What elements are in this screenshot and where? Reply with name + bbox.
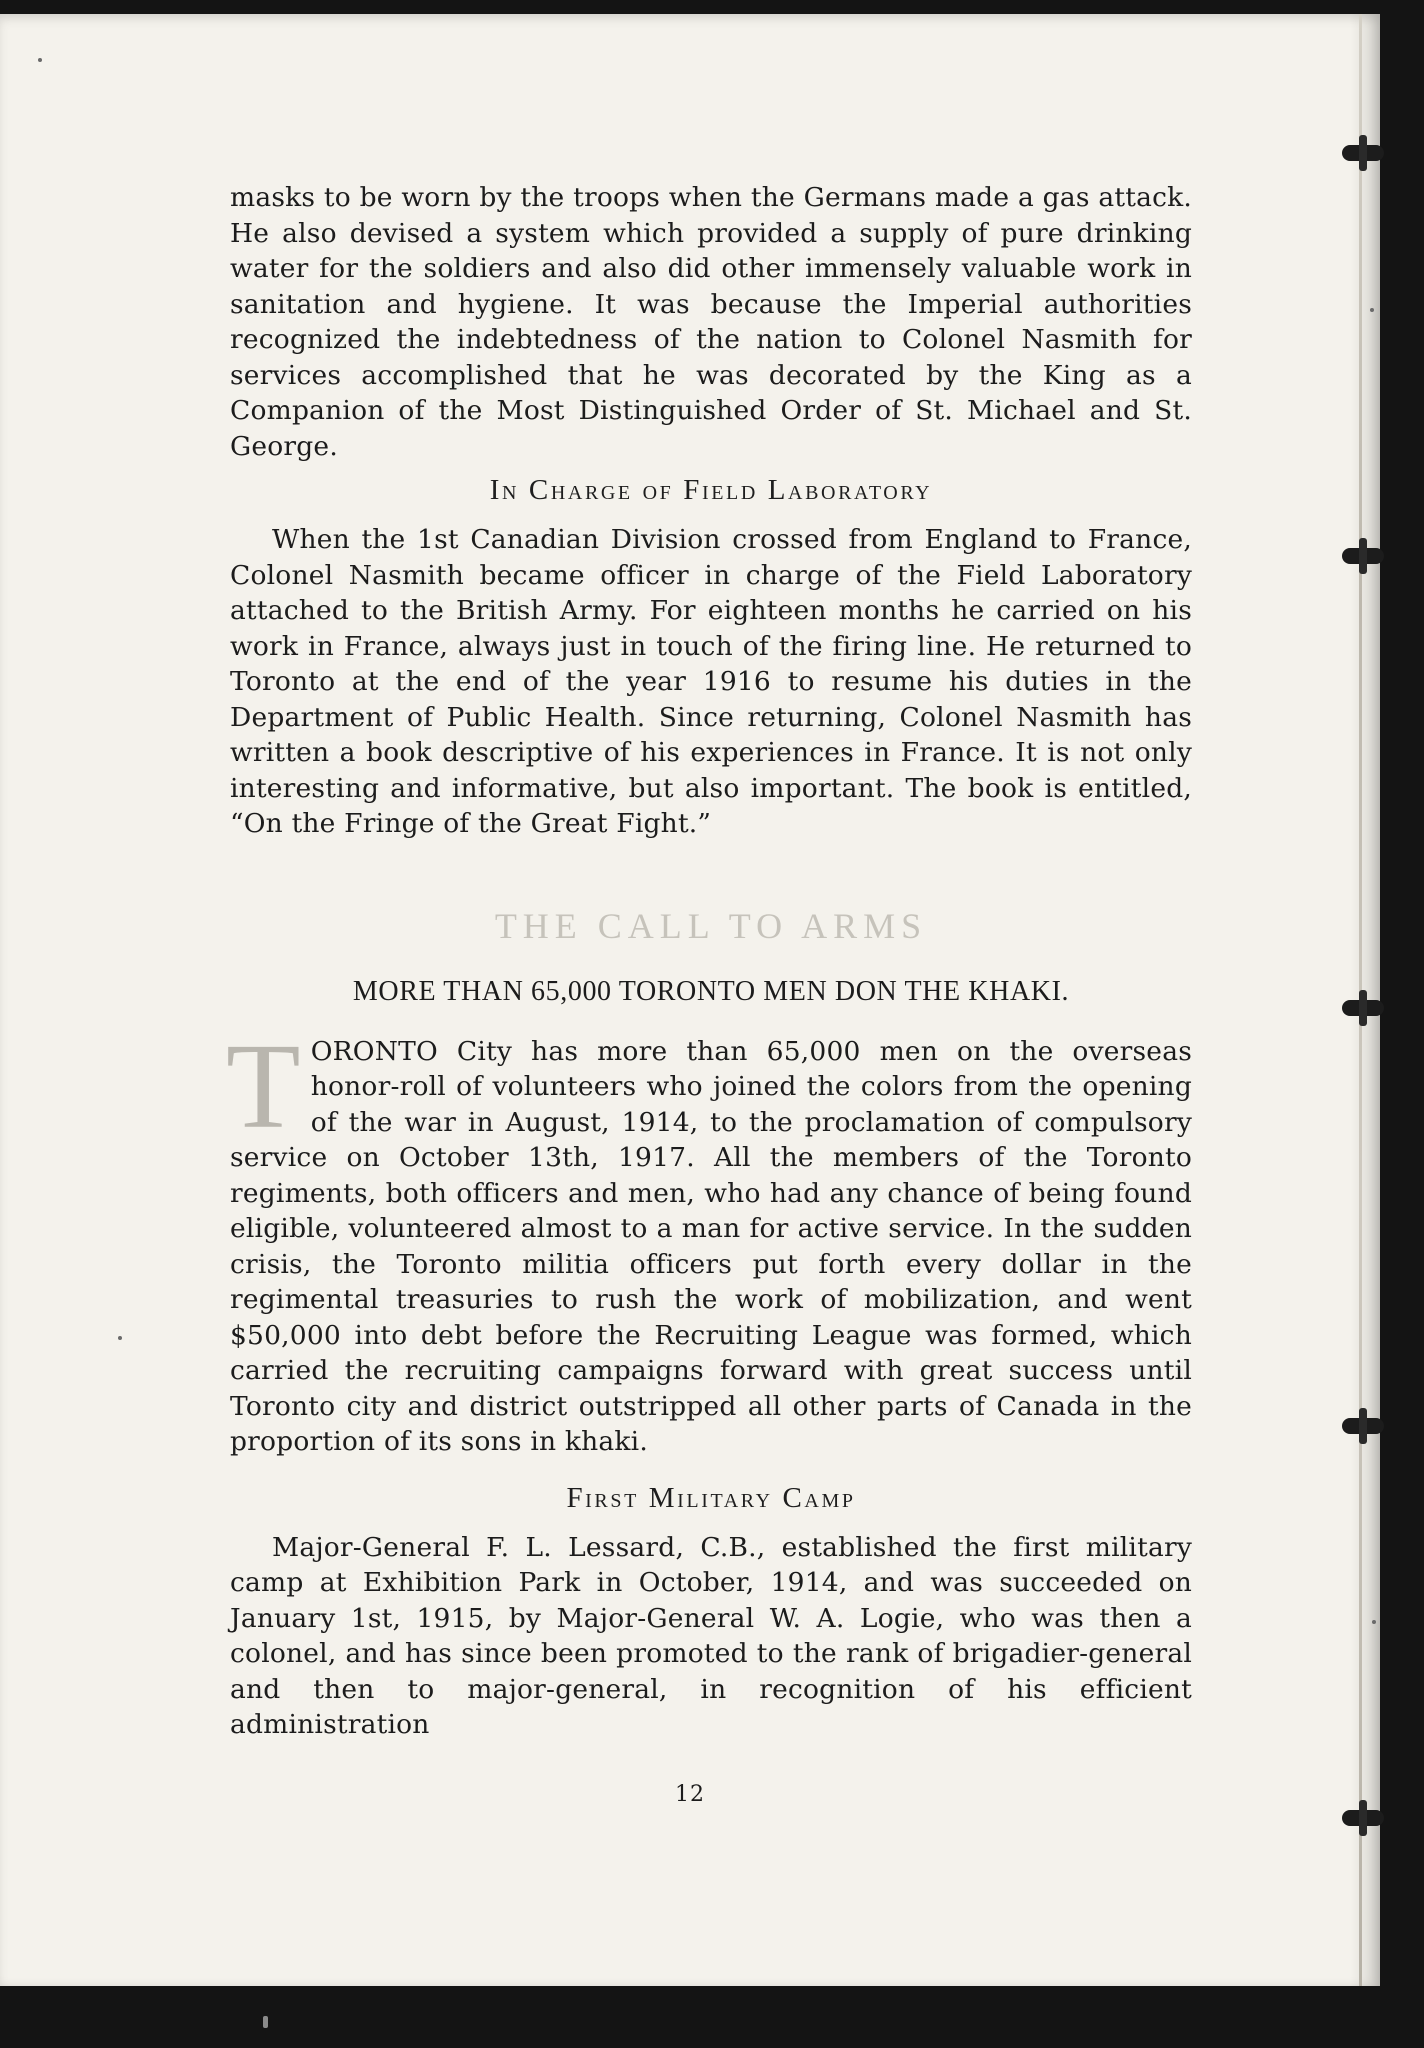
subheading-first-military-camp: First Military Camp	[566, 1481, 856, 1514]
binding-stitch	[1342, 548, 1384, 564]
heading-call-to-arms: THE CALL TO ARMS	[494, 905, 928, 946]
subheading-field-laboratory: In Charge of Field Laboratory	[489, 474, 933, 506]
paragraph-toronto-volunteers-text: ORONTO City has more than 65,000 men on the overseas honor-roll of volunteers who joined the colors from the opening of the war in August, 1914, to the proclamation of compulsory service on October 13th, 1917. All the members of the Toronto regiments, both officers and men, who had any chance of being found eligible, volunteered almost to a man for active service. In the sudden crisis, the Toronto militia officers put forth every dollar in the regimental treasuries to rush the work of mobilization, and went $50,000 into debt before the Recruiting League was formed, which carried the recruiting campaigns forward with great success until Toronto city and district outstripped all other parts of Canada in the proportion of its sons in khaki.	[230, 1035, 1192, 1457]
paper-speck	[1372, 1620, 1376, 1624]
binding-stitch	[1342, 145, 1384, 161]
paragraph-first-military-camp: Major-General F. L. Lessard, C.B., established the first military camp at Exhibition Park in October, 1914, and was succeeded on January 1st, 1915, by Major-General W. A. Logie, who was then a colonel, and has since been promoted to the rank of brigadier-general and then to major-general, in recognition of his efficient administration	[230, 1531, 1192, 1740]
binding-stitch	[1342, 1000, 1384, 1016]
paragraph-gas-masks: masks to be worn by the troops when the Germans made a gas attack. He also devised a system which provided a supply of pure drinking water for the soldiers and also did other immensely valuable work in sanitation and hygiene. It was because the Imperial authorities recognized the indebtedness of the nation to Colonel Nasmith for services accomplished that he was decorated by the King as a Companion of the Most Distinguished Order of St. Michael and St. George.	[230, 182, 1192, 462]
paper-speck	[263, 2016, 268, 2028]
paper-speck	[1370, 308, 1374, 312]
binding-stitch	[1342, 1418, 1384, 1434]
heading-toronto-men: MORE THAN 65,000 TORONTO MEN DON THE KHAKI.	[352, 975, 1070, 1007]
paper-speck	[118, 1336, 122, 1340]
paragraph-field-laboratory: When the 1st Canadian Division crossed from England to France, Colonel Nasmith became officer in charge of the Field Laboratory attached to the British Army. For eighteen months he carried on his work in France, always just in touch of the firing line. He returned to Toronto at the end of the year 1916 to resume his duties in the Department of Public Health. Since returning, Colonel Nasmith has written a book descriptive of his experiences in France. It is not only interesting and informative, but also important. The book is entitled, “On the Fringe of the Great Fight.”	[230, 524, 1192, 839]
paper-speck	[38, 58, 42, 62]
drop-cap-letter: T	[226, 1018, 301, 1154]
page-text	[226, 180, 1192, 1743]
paragraph-toronto-volunteers	[226, 1018, 1192, 1460]
binding-stitch	[1342, 1810, 1384, 1826]
page-number: 12	[675, 1782, 705, 1807]
